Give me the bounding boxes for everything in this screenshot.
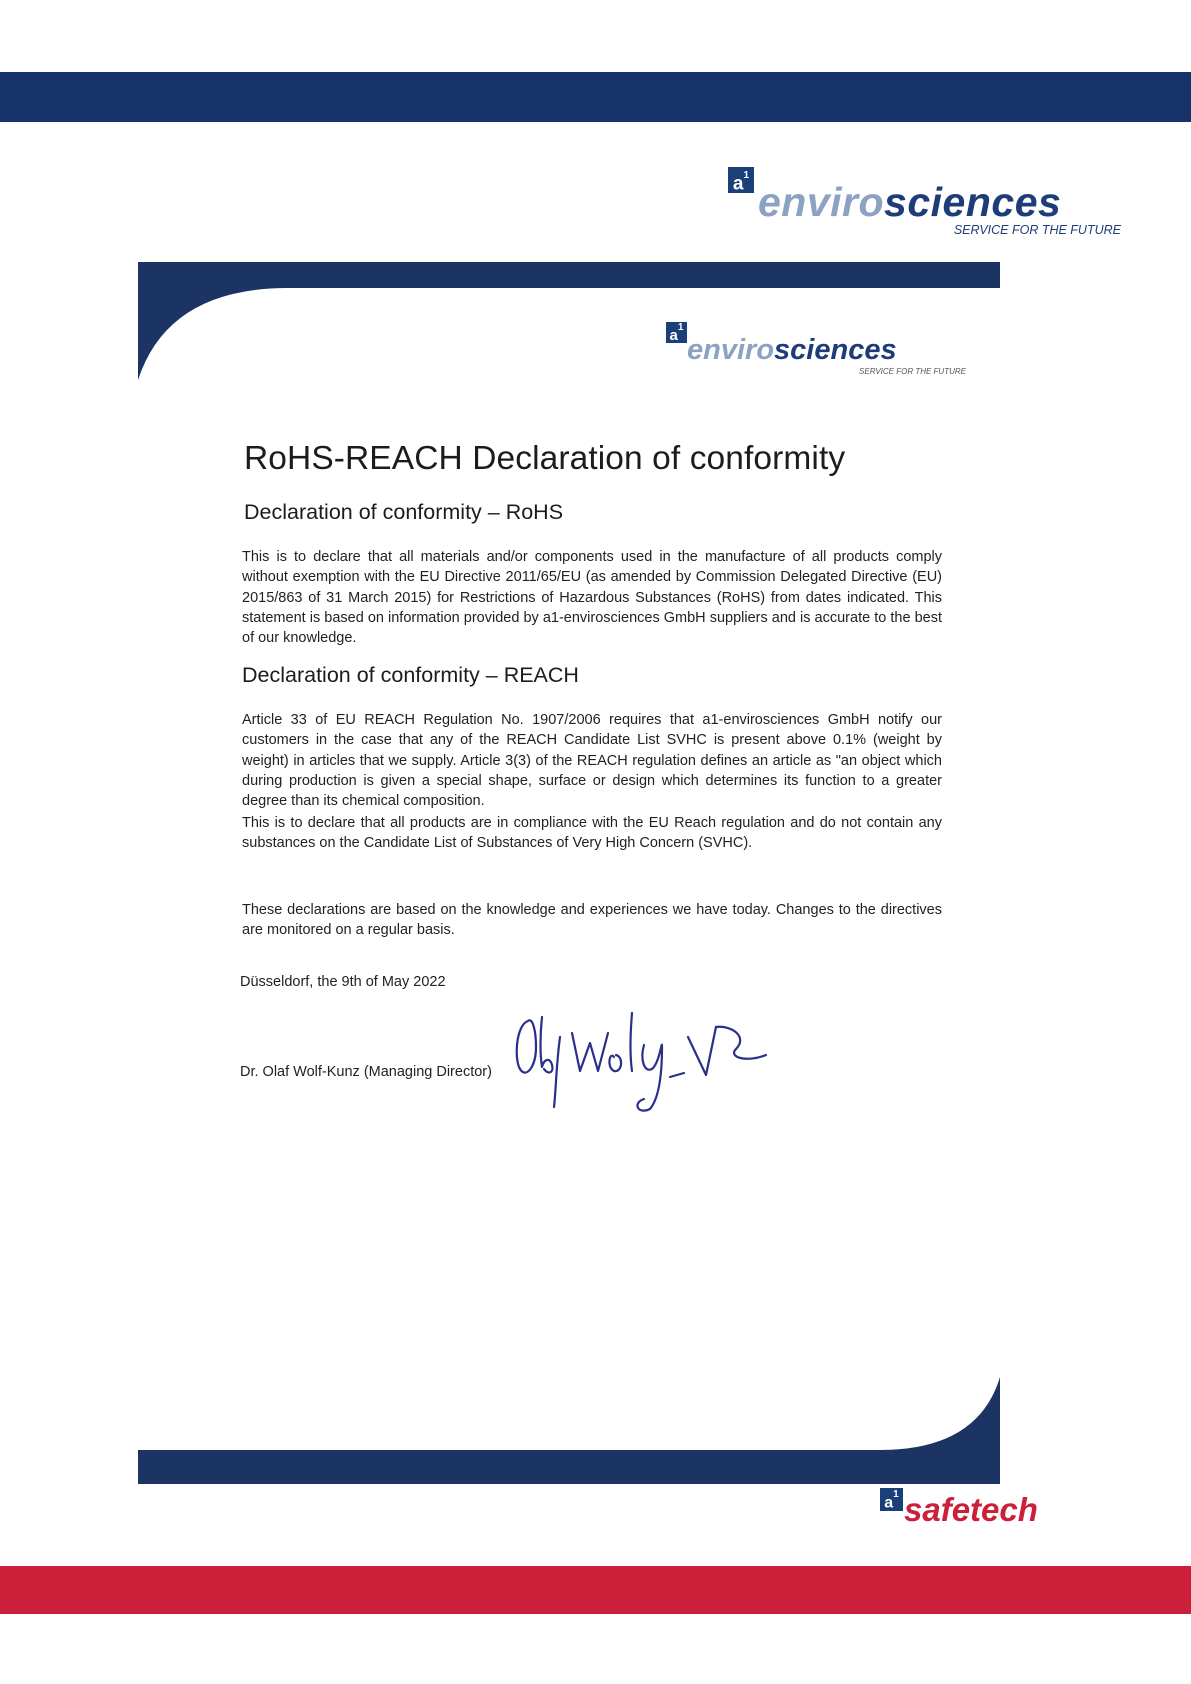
signer-name-title: Dr. Olaf Wolf-Kunz (Managing Director): [240, 1064, 492, 1080]
handwritten-signature: [510, 1007, 850, 1117]
brand-wordmark: envirosciences: [758, 179, 1062, 225]
brand-tagline: SERVICE FOR THE FUTURE: [953, 223, 1121, 237]
reach-paragraph-2: This is to declare that all products are in compliance with the EU Reach regulation and do not contain any substances on the Candidate List of Substances of Very High Concern (SVHC).: [242, 815, 942, 852]
brand-tagline: SERVICE FOR THE FUTURE: [859, 367, 966, 376]
place-and-date: Düsseldorf, the 9th of May 2022: [240, 974, 446, 990]
a1-badge-icon: $a^1$: [666, 322, 687, 343]
closing-paragraph: These declarations are based on the knowledge and experiences we have today. Changes to the directives are monitored on a regular basis.: [242, 902, 942, 939]
scanned-declaration: [138, 262, 1005, 1484]
reach-paragraph-1: Article 33 of EU REACH Regulation No. 1907/2006 requires that a1-envirosciences GmbH notify our customers in the case that any of the REACH Candidate List SVHC is present above 0.1% (weight by weight) in articles that we supply. Article 3(3) of the REACH regulation defines an article as "an object which during production is given a special shape, surface or design which determines its function to a greater degree than its chemical composition.: [242, 712, 942, 810]
document-enviro-logo: [666, 322, 966, 382]
reach-heading: Declaration of conformity – REACH: [242, 663, 579, 687]
safetech-logo: [880, 1488, 1100, 1528]
header-enviro-logo: [728, 167, 1128, 239]
document-title: RoHS-REACH Declaration of conformity: [244, 440, 846, 477]
bottom-red-band: [0, 1566, 1191, 1614]
safetech-wordmark: safetech: [904, 1491, 1038, 1528]
rohs-heading: Declaration of conformity – RoHS: [244, 500, 564, 524]
a1-badge-icon: $a^1$: [728, 167, 754, 193]
brand-wordmark: envirosciences: [687, 334, 897, 366]
rohs-paragraph: This is to declare that all materials and/or components used in the manufacture of all products comply without exemption with the EU Directive 2011/65/EU (as amended by Commission Delegated Directive (EU) 2015/863 of 31 March 2015) for Restrictions of Hazardous Substances (RoHS) from dates indicated. This statement is based on information provided by a1-envirosciences GmbH suppliers and is accurate to the best of our knowledge.: [242, 549, 942, 647]
a1-badge-icon: $a^1$: [880, 1488, 903, 1511]
top-navy-band: [0, 72, 1191, 122]
